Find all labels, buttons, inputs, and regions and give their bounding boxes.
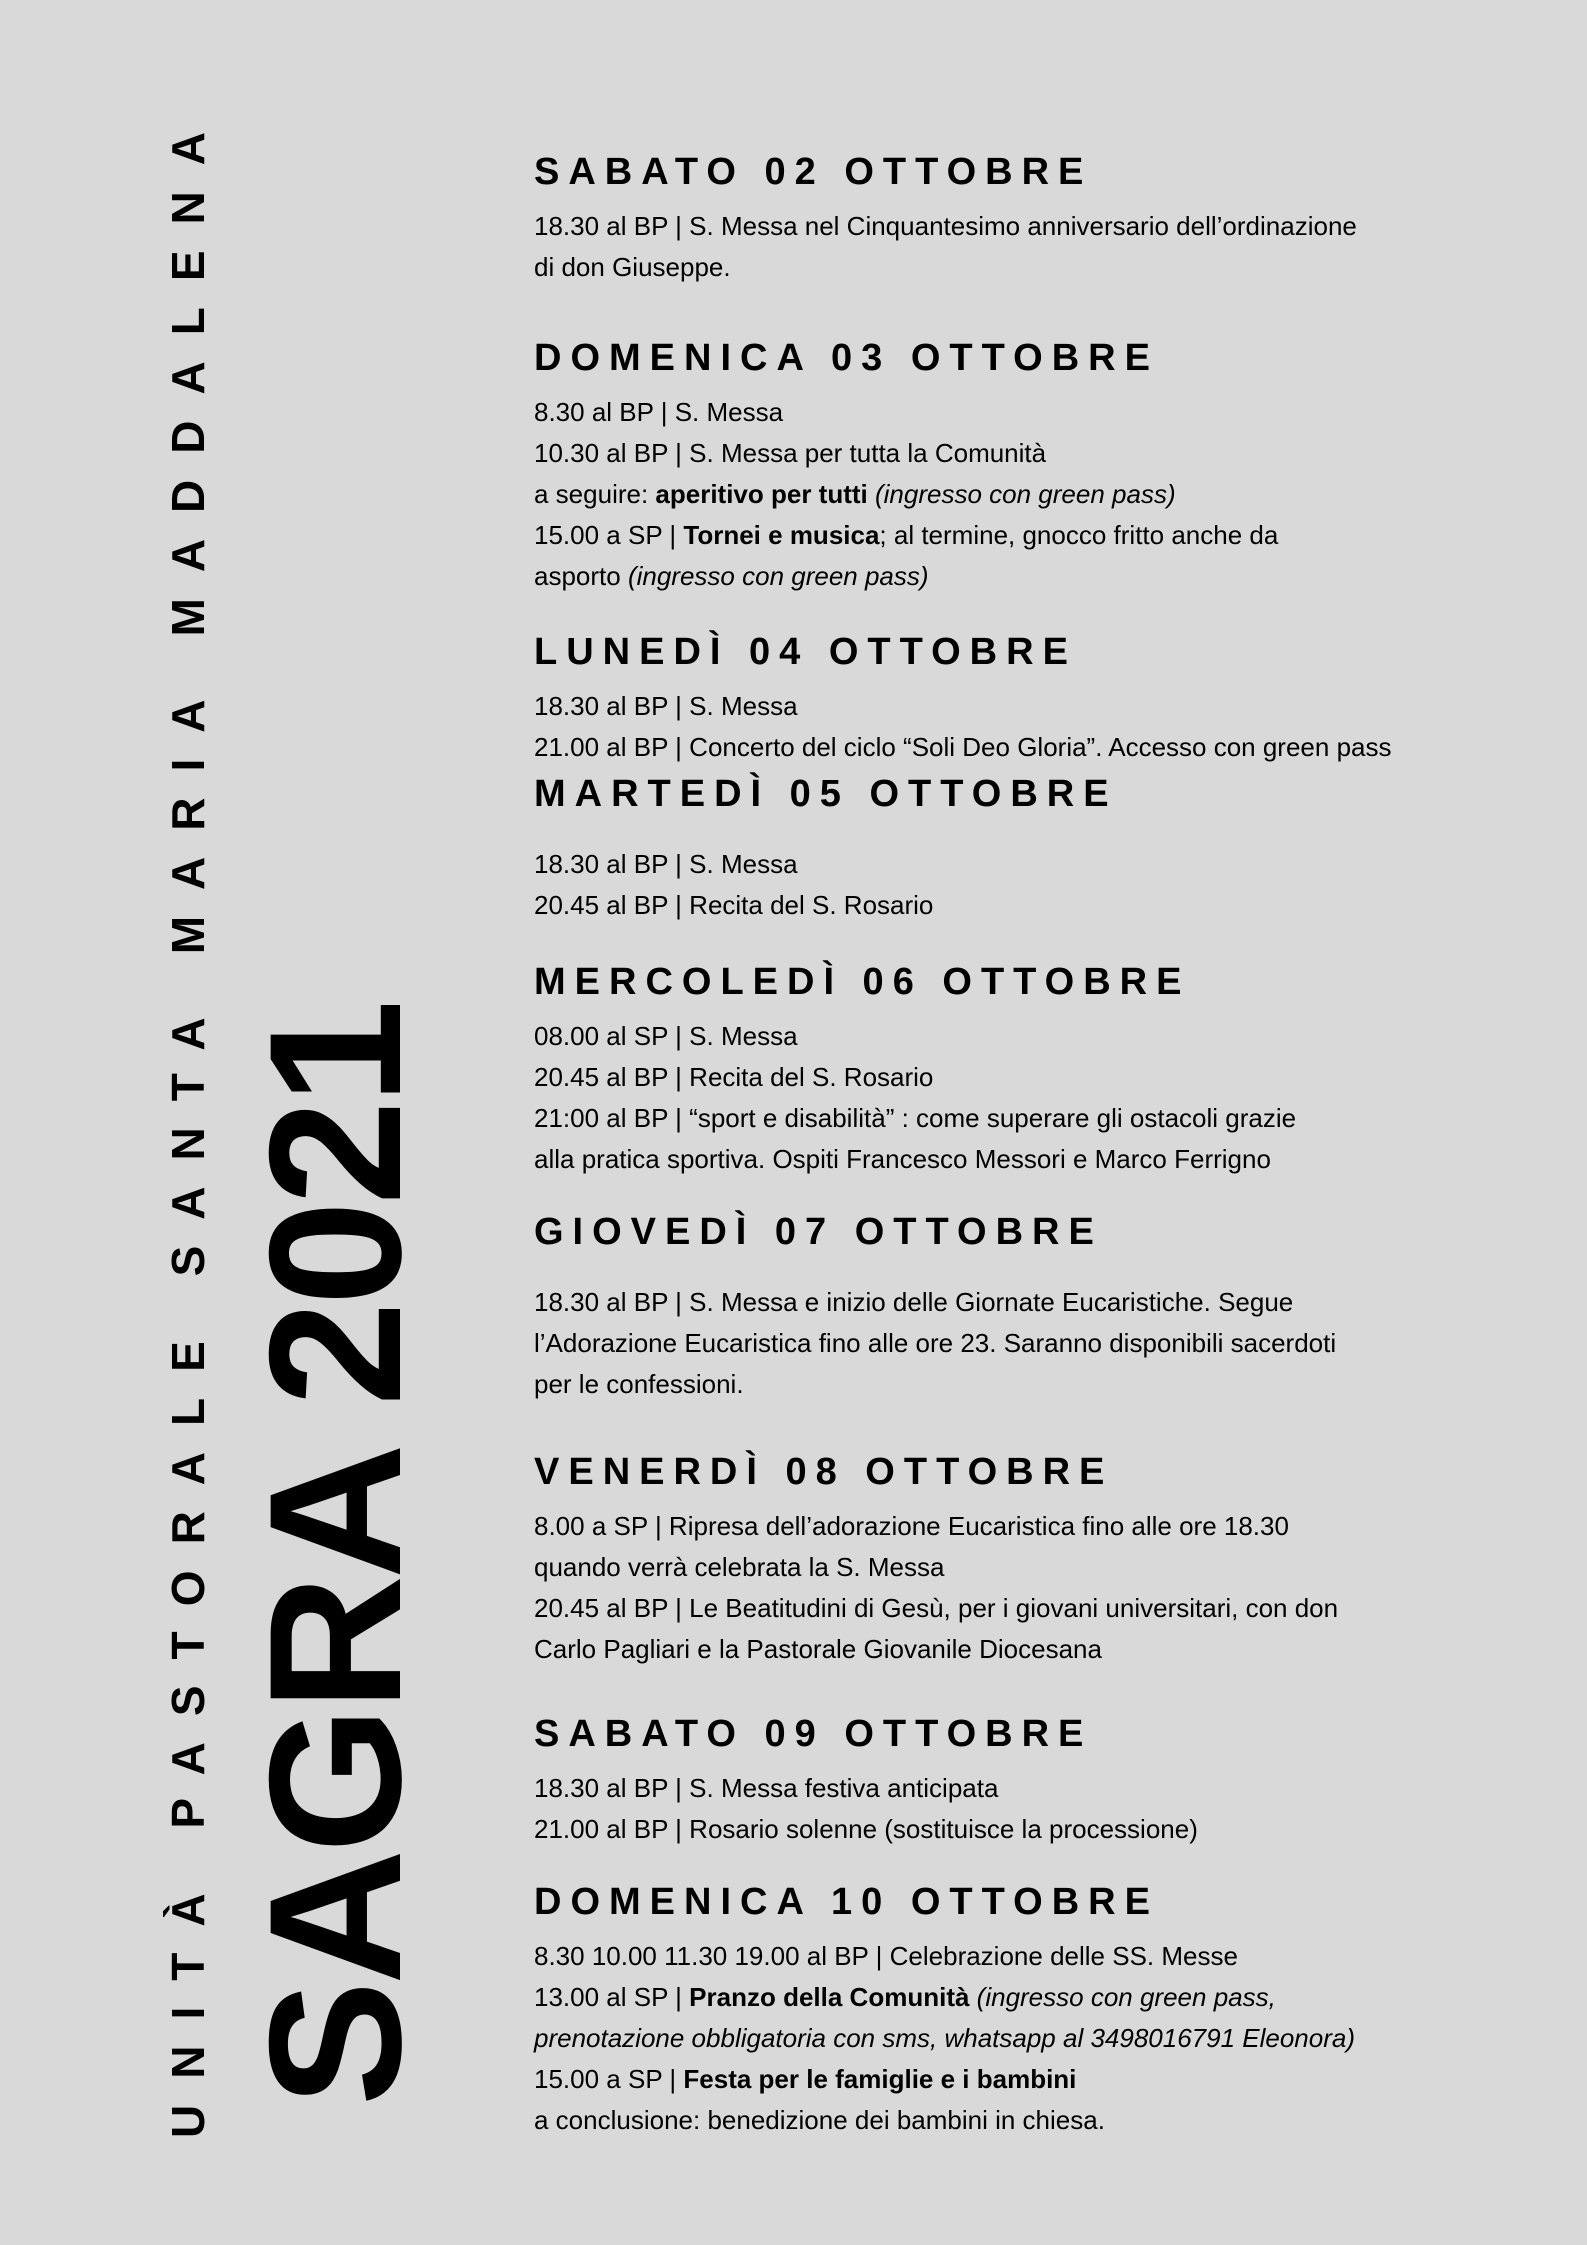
schedule-line bbox=[534, 885, 1554, 926]
highlight-text: Tornei e musica bbox=[683, 520, 880, 550]
day-block bbox=[534, 150, 1554, 288]
schedule-line bbox=[534, 433, 1554, 474]
note-text: (ingresso con green pass, bbox=[976, 1982, 1276, 2012]
day-block bbox=[534, 1880, 1554, 2141]
line-text: l’Adorazione Eucaristica fino alle ore 23. Saranno disponibili sacerdoti bbox=[534, 1328, 1337, 1358]
line-text: 20.45 al BP | Le Beatitudini di Gesù, per i giovani universitari, con don bbox=[534, 1593, 1339, 1623]
schedule-line bbox=[534, 206, 1554, 247]
day-heading: SABATO 02 OTTOBRE bbox=[534, 151, 1093, 193]
schedule-line bbox=[534, 1629, 1554, 1670]
schedule-line bbox=[534, 1506, 1554, 1547]
schedule-line bbox=[534, 392, 1554, 433]
schedule-line bbox=[534, 2018, 1554, 2059]
line-text: 18.30 al BP | S. Messa nel Cinquantesimo anniversario dell’ordinazione bbox=[534, 211, 1357, 241]
schedule-line bbox=[534, 1282, 1554, 1323]
day-heading: GIOVEDÌ 07 OTTOBRE bbox=[534, 1211, 1103, 1253]
line-text: alla pratica sportiva. Ospiti Francesco Messori e Marco Ferrigno bbox=[534, 1144, 1271, 1174]
day-block bbox=[534, 1712, 1554, 1850]
line-text: 20.45 al BP | Recita del S. Rosario bbox=[534, 1062, 934, 1092]
line-text: 20.45 al BP | Recita del S. Rosario bbox=[534, 890, 934, 920]
highlight-text: Pranzo della Comunità bbox=[689, 1982, 970, 2012]
schedule-line bbox=[534, 1323, 1554, 1364]
schedule-line bbox=[534, 474, 1554, 515]
day-lines bbox=[534, 1016, 1554, 1180]
day-heading: VENERDÌ 08 OTTOBRE bbox=[534, 1451, 1114, 1493]
day-block bbox=[534, 336, 1554, 597]
day-lines bbox=[534, 686, 1554, 768]
schedule-line bbox=[534, 556, 1554, 597]
day-lines bbox=[534, 844, 1554, 926]
schedule-line bbox=[534, 1057, 1554, 1098]
line-text: 18.30 al BP | S. Messa e inizio delle Giornate Eucaristiche. Segue bbox=[534, 1287, 1294, 1317]
line-text: 15.00 a SP | bbox=[534, 520, 684, 550]
day-block bbox=[534, 772, 1554, 926]
day-heading: DOMENICA 10 OTTOBRE bbox=[534, 1881, 1159, 1923]
day-lines bbox=[534, 1282, 1554, 1405]
line-text: a seguire: bbox=[534, 479, 656, 509]
highlight-text: Festa per le famiglie e i bambini bbox=[683, 2064, 1077, 2094]
event-vertical-title: SAGRA 2021 bbox=[230, 1003, 440, 2107]
line-text: di don Giuseppe. bbox=[534, 252, 731, 282]
highlight-text: aperitivo per tutti bbox=[655, 479, 868, 509]
note-text: (ingresso con green pass) bbox=[875, 479, 1176, 509]
line-text: 13.00 al SP | bbox=[534, 1982, 690, 2012]
line-text bbox=[868, 479, 875, 509]
line-text: asporto bbox=[534, 561, 628, 591]
day-lines bbox=[534, 1936, 1554, 2141]
day-heading: MERCOLEDÌ 06 OTTOBRE bbox=[534, 961, 1191, 1003]
line-text: 21:00 al BP | “sport e disabilità” : come superare gli ostacoli grazie bbox=[534, 1103, 1297, 1133]
line-text: 8.30 al BP | S. Messa bbox=[534, 397, 784, 427]
day-lines bbox=[534, 206, 1554, 288]
schedule-line bbox=[534, 686, 1554, 727]
day-block bbox=[534, 960, 1554, 1180]
line-text: 8.00 a SP | Ripresa dell’adorazione Eucaristica fino alle ore 18.30 bbox=[534, 1511, 1289, 1541]
schedule-line bbox=[534, 1809, 1554, 1850]
line-text: 08.00 al SP | S. Messa bbox=[534, 1021, 798, 1051]
line-text: 21.00 al BP | Concerto del ciclo “Soli Deo Gloria”. Accesso con green pass bbox=[534, 732, 1392, 762]
schedule-line bbox=[534, 1098, 1554, 1139]
schedule-line bbox=[534, 1768, 1554, 1809]
schedule-line bbox=[534, 2100, 1554, 2141]
line-text: 15.00 a SP | bbox=[534, 2064, 684, 2094]
note-text: (ingresso con green pass) bbox=[627, 561, 929, 591]
schedule-line bbox=[534, 1977, 1554, 2018]
day-heading: LUNEDÌ 04 OTTOBRE bbox=[534, 631, 1077, 673]
line-text: ; al termine, gnocco fritto anche da bbox=[879, 520, 1279, 550]
schedule-line bbox=[534, 1139, 1554, 1180]
day-block bbox=[534, 630, 1554, 768]
schedule-line bbox=[534, 1016, 1554, 1057]
day-lines bbox=[534, 1768, 1554, 1850]
line-text: per le confessioni. bbox=[534, 1369, 744, 1399]
line-text bbox=[969, 1982, 976, 2012]
schedule-line bbox=[534, 1547, 1554, 1588]
note-text: prenotazione obbligatoria con sms, whatsapp al 3498016791 Eleonora) bbox=[534, 2023, 1356, 2053]
schedule-line bbox=[534, 515, 1554, 556]
schedule-line bbox=[534, 247, 1554, 288]
day-lines bbox=[534, 392, 1554, 597]
day-heading: DOMENICA 03 OTTOBRE bbox=[534, 337, 1159, 379]
line-text: a conclusione: benedizione dei bambini in chiesa. bbox=[534, 2105, 1105, 2135]
line-text: 8.30 10.00 11.30 19.00 al BP | Celebrazione delle SS. Messe bbox=[534, 1941, 1238, 1971]
schedule-line bbox=[534, 1588, 1554, 1629]
schedule-line bbox=[534, 727, 1554, 768]
schedule-line bbox=[534, 1364, 1554, 1405]
line-text: Carlo Pagliari e la Pastorale Giovanile Diocesana bbox=[534, 1634, 1102, 1664]
organization-vertical-title: UNITÀ PASTORALE SANTA MARIA MADDALENA bbox=[162, 106, 214, 2138]
day-lines bbox=[534, 1506, 1554, 1670]
line-text: quando verrà celebrata la S. Messa bbox=[534, 1552, 945, 1582]
day-heading: MARTEDÌ 05 OTTOBRE bbox=[534, 773, 1118, 815]
day-block bbox=[534, 1450, 1554, 1670]
schedule-line bbox=[534, 1936, 1554, 1977]
line-text: 18.30 al BP | S. Messa bbox=[534, 691, 798, 721]
schedule-line bbox=[534, 844, 1554, 885]
line-text: 18.30 al BP | S. Messa bbox=[534, 849, 798, 879]
schedule-line bbox=[534, 2059, 1554, 2100]
line-text: 18.30 al BP | S. Messa festiva anticipata bbox=[534, 1773, 999, 1803]
line-text: 21.00 al BP | Rosario solenne (sostituisce la processione) bbox=[534, 1814, 1198, 1844]
day-heading: SABATO 09 OTTOBRE bbox=[534, 1713, 1093, 1755]
line-text: 10.30 al BP | S. Messa per tutta la Comunità bbox=[534, 438, 1047, 468]
day-block bbox=[534, 1210, 1554, 1405]
